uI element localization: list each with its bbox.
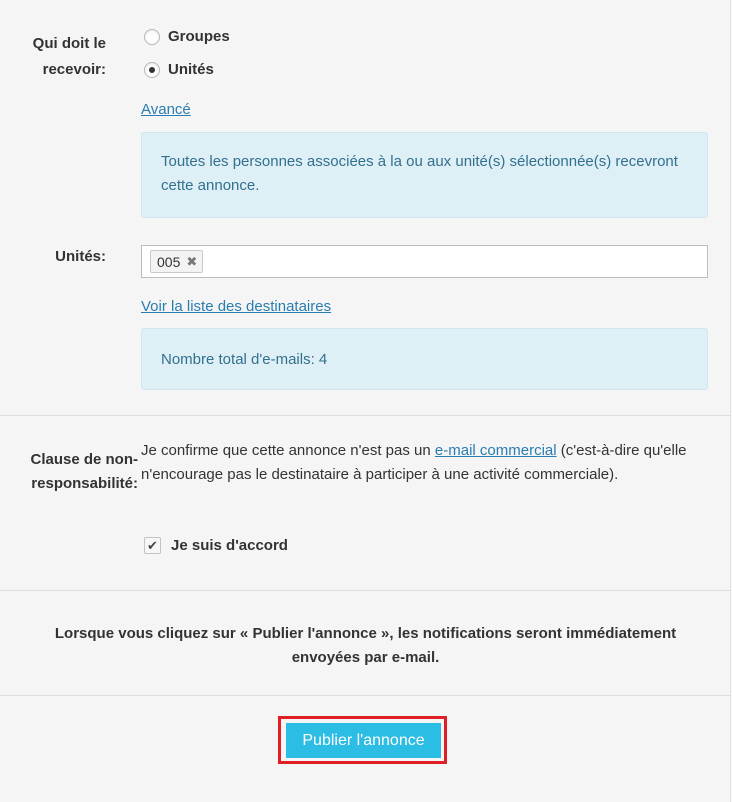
- unit-tag-label: 005: [157, 253, 181, 270]
- recipients-label: Qui doit le recevoir:: [32, 35, 106, 78]
- advanced-link[interactable]: Avancé: [141, 101, 191, 118]
- remove-tag-icon[interactable]: ✖: [186, 253, 198, 269]
- publish-button[interactable]: Publier l'annonce: [286, 723, 441, 758]
- radio-units[interactable]: [144, 61, 214, 78]
- email-count-text: Nombre total d'e-mails: 4: [161, 351, 328, 368]
- disclaimer-text-before: Je confirme que cette annonce n'est pas un: [141, 442, 435, 459]
- divider-1: [0, 415, 731, 416]
- units-tag-input[interactable]: [141, 245, 708, 278]
- publish-notice: [0, 622, 731, 670]
- radio-units-label[interactable]: Unités: [168, 61, 214, 78]
- agree-label[interactable]: Je suis d'accord: [171, 537, 288, 554]
- radio-groups-circle[interactable]: [144, 29, 160, 45]
- units-label: Unités:: [55, 248, 106, 265]
- publish-notice-text: Lorsque vous cliquez sur « Publier l'annonce », les notifications seront immédiatement envoyées par e-mail.: [54, 625, 677, 666]
- recipients-info-text: Toutes les personnes associées à la ou aux unité(s) sélectionnée(s) recevront cette annonce.: [161, 153, 678, 194]
- agree-checkbox[interactable]: ✔: [144, 537, 161, 554]
- disclaimer-text-after: (c'est-à-dire qu'elle n'encourage pas le destinataire à participer à une activité commerciale).: [141, 442, 687, 483]
- recipients-info-box: [141, 132, 708, 218]
- unit-tag: [150, 250, 203, 273]
- recipients-list-link[interactable]: Voir la liste des destinataires: [141, 298, 332, 315]
- radio-groups[interactable]: [144, 28, 230, 45]
- agree-checkbox-row[interactable]: [144, 537, 288, 554]
- radio-units-circle[interactable]: [144, 62, 160, 78]
- divider-3: [0, 695, 731, 696]
- divider-2: [0, 590, 731, 591]
- commercial-email-link[interactable]: e-mail commercial: [434, 442, 557, 459]
- email-count-box: [141, 328, 708, 390]
- radio-groups-label[interactable]: Groupes: [168, 28, 230, 45]
- disclaimer-label: Clause de non-responsabilité:: [30, 451, 138, 492]
- disclaimer-text: [141, 439, 713, 487]
